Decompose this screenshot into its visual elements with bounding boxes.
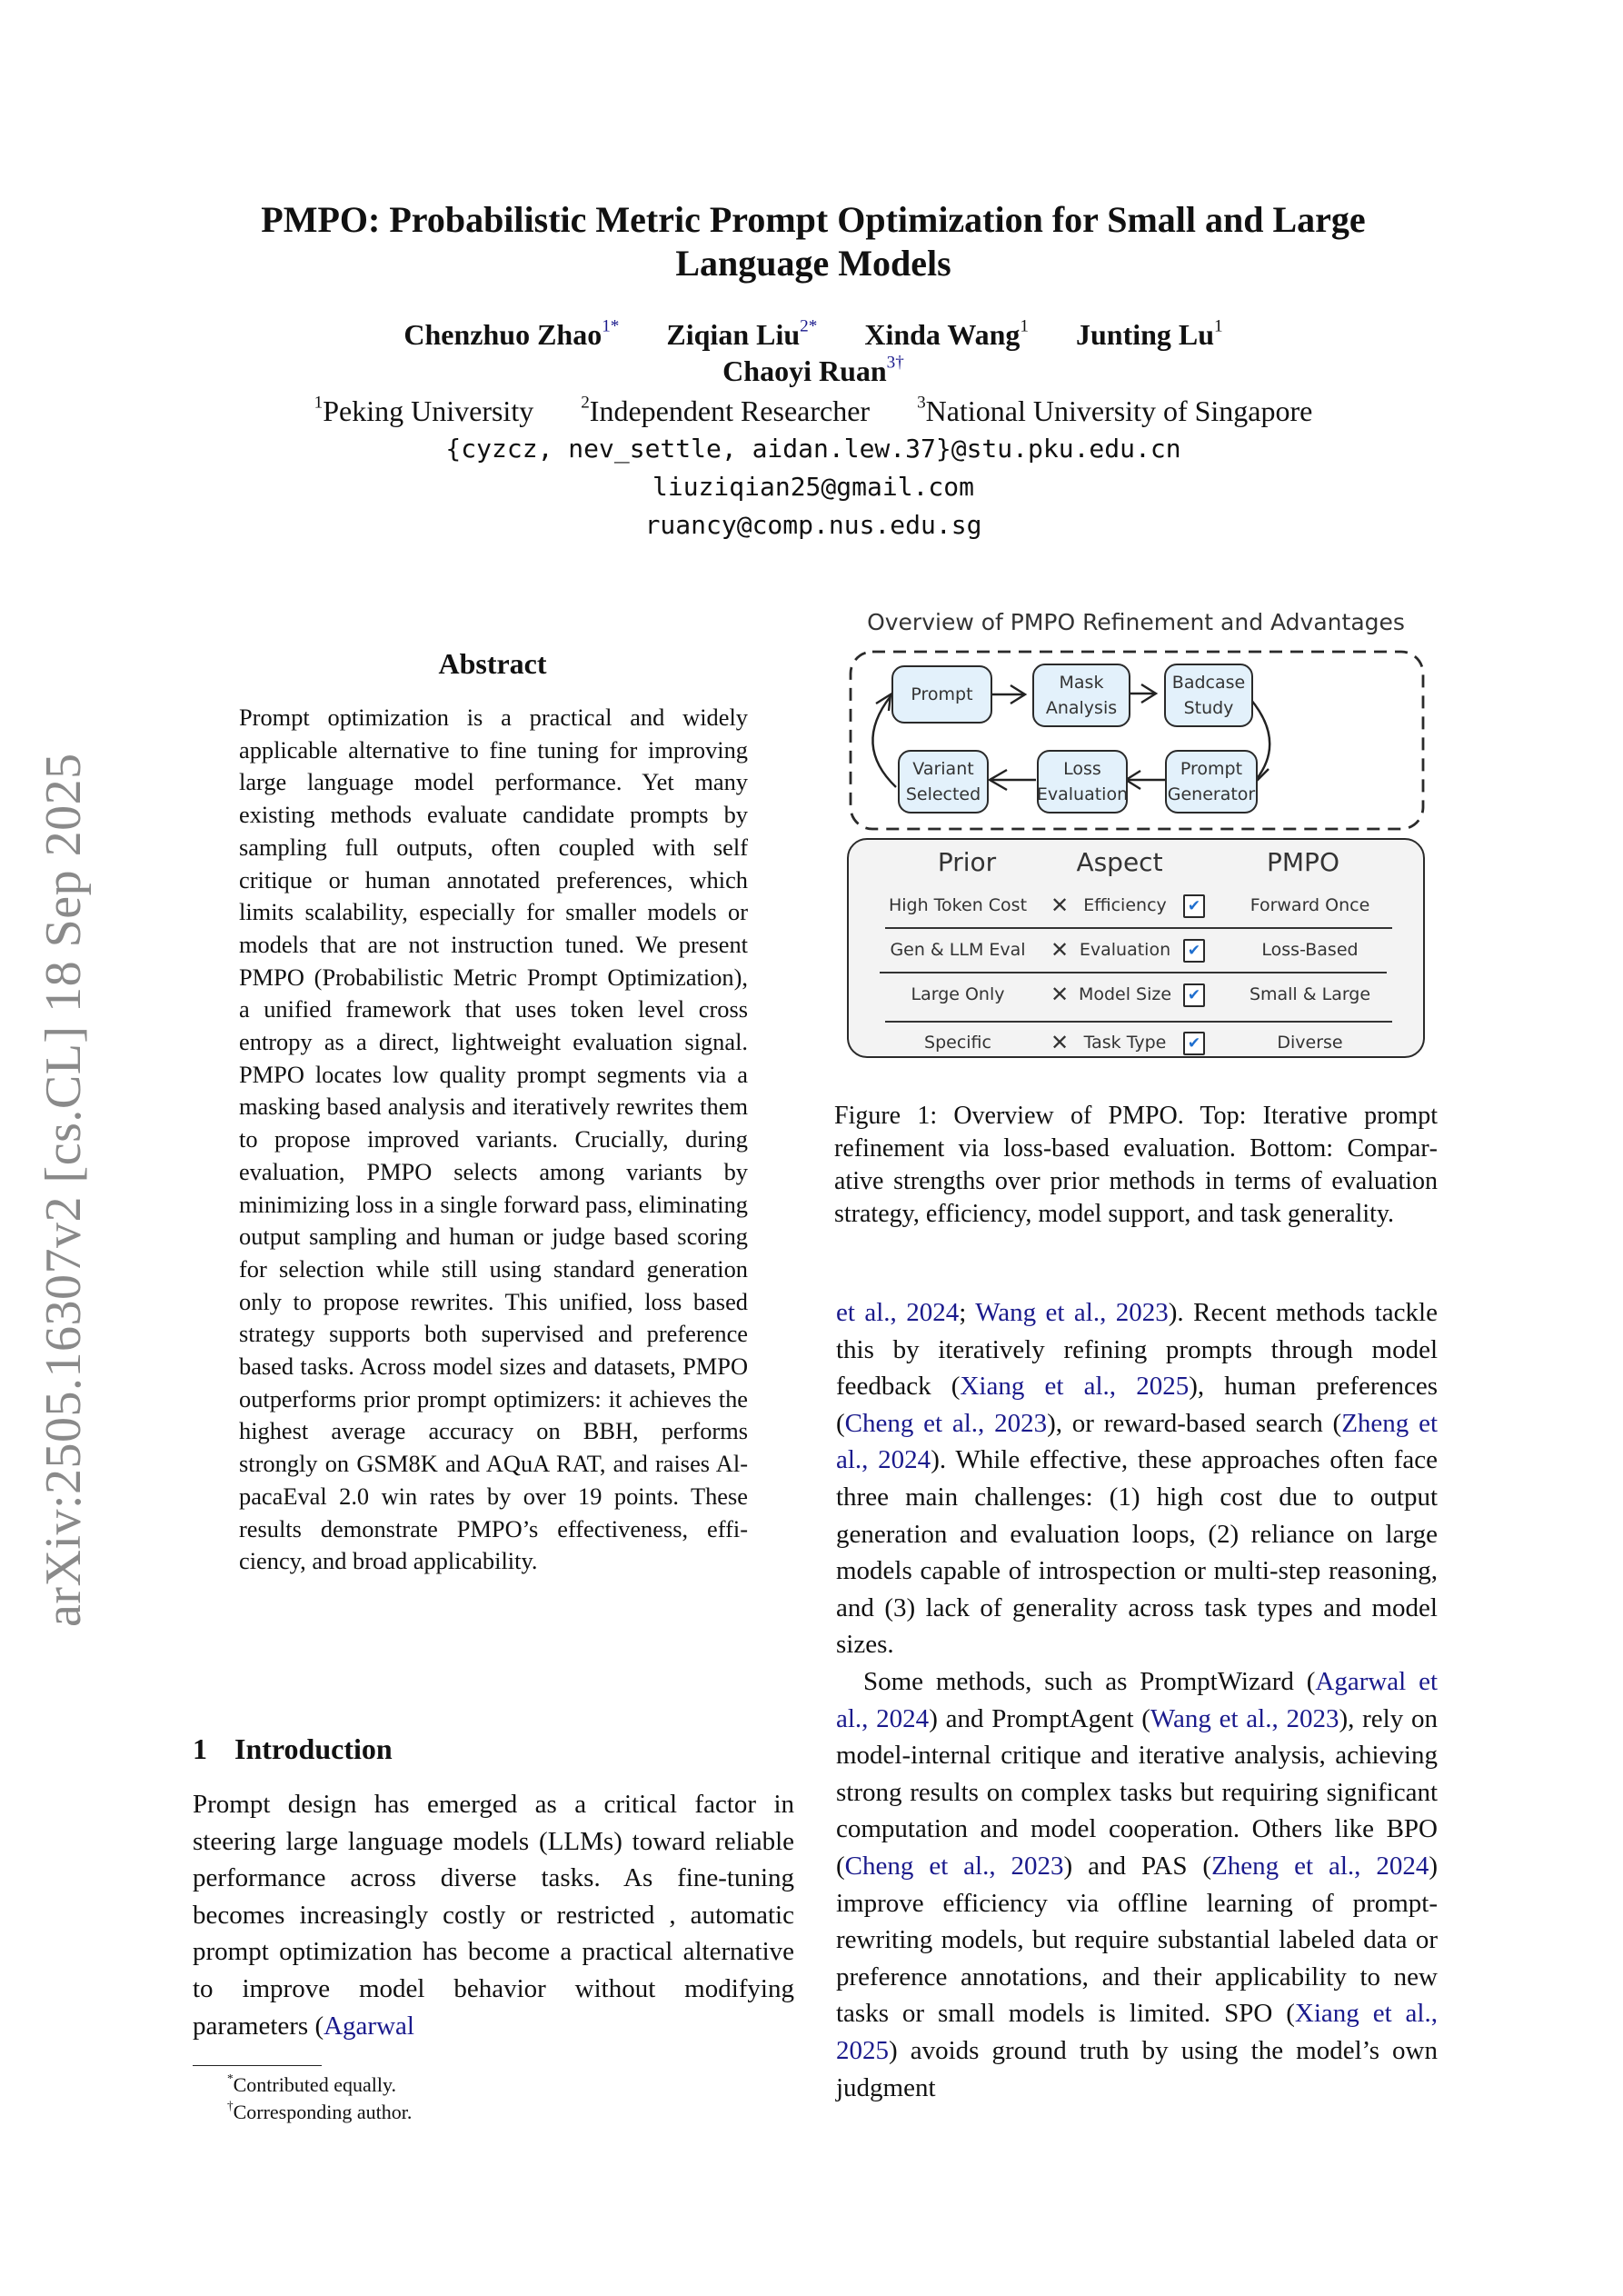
citation-link[interactable]: Cheng et al., 2023	[844, 1851, 1064, 1881]
aspect-label: Task Type	[1083, 1033, 1167, 1053]
section-heading-introduction	[193, 1732, 393, 1766]
pmpo-value: Loss-Based	[1261, 940, 1359, 960]
aspect-label: Model Size	[1078, 984, 1172, 1004]
author: Chenzhuo Zhao$^{1*}$	[403, 316, 620, 351]
prior-value: High Token Cost	[888, 895, 1028, 915]
author-affiliation-mark: 1	[1020, 316, 1029, 336]
pmpo-value: Forward Once	[1250, 895, 1370, 915]
figure-1	[836, 600, 1436, 1073]
comparison-row	[849, 978, 1427, 1011]
pmpo-value: Diverse	[1277, 1033, 1343, 1053]
loop-node-prompt: Prompt	[891, 665, 992, 724]
citation-link[interactable]: Zheng et al., 2024	[836, 1408, 1439, 1475]
section-number: 1	[193, 1732, 207, 1765]
cross-icon: ✕	[1050, 937, 1070, 963]
cross-icon: ✕	[1050, 893, 1070, 918]
cross-icon: ✕	[1050, 982, 1070, 1007]
email-line: ruancy@comp.nus.edu.sg	[644, 510, 982, 540]
author-affiliation-mark: 2*	[800, 316, 818, 336]
footnote-divider	[193, 2065, 322, 2066]
affiliation: $^1$Peking University	[314, 393, 534, 427]
checkbox-checked-icon: ✔	[1183, 1032, 1205, 1055]
prior-value: Large Only	[911, 984, 1005, 1004]
loop-node-mask-analysis: Mask Analysis	[1032, 664, 1130, 727]
body-text: ) and PromptAgent (	[929, 1703, 1150, 1733]
checkbox-checked-icon: ✔	[1183, 983, 1205, 1007]
citation-link[interactable]: Wang et al., 2023	[975, 1298, 1169, 1327]
email-line: {cyzcz, nev_settle, aidan.lew.37}@stu.pku.edu.cn	[445, 434, 1181, 464]
citation-link[interactable]: Cheng et al., 2023	[844, 1408, 1048, 1438]
row-divider	[885, 1021, 1392, 1023]
loop-node-badcase-study: Badcase Study	[1164, 664, 1253, 727]
arxiv-identifier-stamp: arXiv:2505.16307v2 [cs.CL] 18 Sep 2025	[35, 753, 92, 1627]
body-text: ;	[959, 1298, 976, 1327]
comparison-row	[849, 933, 1427, 966]
right-column-paragraph	[836, 1663, 1438, 2106]
loop-node-variant-selected: Variant Selected	[898, 750, 989, 814]
cross-icon: ✕	[1050, 1030, 1070, 1055]
abstract-heading: Abstract	[438, 647, 547, 680]
citation-link[interactable]: et al., 2024	[836, 1298, 960, 1327]
footnote: *Contributed equally.	[227, 2071, 397, 2096]
aspect-label: Efficiency	[1083, 895, 1167, 915]
citation-link[interactable]: Wang et al., 2023	[1150, 1703, 1339, 1733]
row-divider	[885, 927, 1392, 929]
citation-link[interactable]: Zheng et al., 2024	[1211, 1851, 1429, 1881]
author-affiliation-mark: 1*	[602, 316, 620, 336]
loop-node-loss-evaluation: Loss Evaluation	[1037, 750, 1128, 814]
title-line-2: Language Models	[675, 243, 951, 284]
column-header-aspect: Aspect	[1076, 847, 1163, 877]
figure-caption: Figure 1: Overview of PMPO. Top: Iterative prompt refinement via loss-based evaluation. Bottom: Comparative strengths over prior methods in terms of evaluation strategy, efficiency, model support, and task generality.	[834, 1102, 1438, 1228]
comparison-panel	[847, 838, 1425, 1058]
column-header-pmpo: PMPO	[1267, 847, 1339, 877]
body-text: ). Recent methods tackle this by iteratively refining prompts through model feedback (	[836, 1298, 1438, 1402]
citation-link[interactable]: Xiang et al., 2025	[836, 1999, 1438, 2065]
section-title: Introduction	[234, 1732, 393, 1765]
body-text: ). While effective, these approaches often face three main challenges: (1) high cost due to output generation and evaluation loops, (2) reliance on large models capable of introspection or multi-step reasoning, and (3) lack of generality across task types and model sizes.	[836, 1445, 1438, 1660]
author-affiliation-mark: 3†	[886, 353, 904, 373]
body-text: ) improve efficiency via offline learning of prompt-rewriting models, but require substantial labeled data or preference annotations, and their applicability to new tasks or small models is limited. SPO (	[836, 1851, 1438, 2029]
introduction-paragraph: Prompt design has emerged as a critical factor in steering large language models (LLMs) toward reliable performance across diverse tasks. As fine-tuning becomes increasingly costly or restricted , automatic prompt optimization has become a practical alternative to improve model behavior without modifying parameters (Agarwal	[193, 1790, 794, 2041]
prior-value: Gen & LLM Eval	[890, 940, 1026, 960]
aspect-label: Evaluation	[1079, 940, 1171, 960]
prior-value: Specific	[924, 1033, 991, 1053]
body-text: ) and PAS (	[1063, 1851, 1212, 1881]
column-header-prior: Prior	[937, 847, 997, 877]
affiliation-list	[136, 393, 1490, 429]
figure-title: Overview of PMPO Refinement and Advantages	[867, 609, 1405, 635]
footnote: †Corresponding author.	[227, 2099, 413, 2123]
author: Xinda Wang$^1$	[864, 316, 1029, 351]
loop-node-prompt-generator: Prompt Generator	[1165, 750, 1258, 814]
paper-title	[136, 198, 1490, 285]
author: Junting Lu$^1$	[1075, 316, 1223, 351]
citation-link[interactable]: Agarwal et al., 2024	[836, 1667, 1438, 1733]
row-divider	[880, 972, 1387, 973]
comparison-row	[849, 889, 1427, 922]
author: Ziqian Liu$^{2*}$	[666, 316, 818, 351]
author-affiliation-mark: 1	[1214, 316, 1223, 336]
author: Chaoyi Ruan$^{3\dagger}$	[722, 353, 904, 387]
checkbox-checked-icon: ✔	[1183, 939, 1205, 963]
author-list	[136, 316, 1490, 389]
title-line-1: PMPO: Probabilistic Metric Prompt Optimization for Small and Large	[261, 199, 1366, 240]
affiliation: $^3$National University of Singapore	[917, 393, 1313, 427]
email-line: liuziqian25@gmail.com	[652, 472, 974, 502]
affiliation: $^2$Independent Researcher	[581, 393, 871, 427]
body-text: ), rely on model-internal critique and iterative analysis, achieving strong results on complex tasks but requiring significant computation and model cooperation. Others like BPO (	[836, 1703, 1438, 1881]
body-text: Some methods, such as PromptWizard (	[863, 1667, 1316, 1696]
body-text: ), human preferences (	[836, 1372, 1438, 1438]
citation-link[interactable]: Xiang et al., 2025	[960, 1372, 1190, 1402]
checkbox-checked-icon: ✔	[1183, 894, 1205, 918]
body-text: ), or reward-based search (	[1047, 1408, 1342, 1438]
comparison-row	[849, 1026, 1427, 1059]
abstract-text: Prompt optimization is a practical and widely applicable alternative to fine tuning for improving large language model performance. Yet many existing methods evaluate candidate prompts by sampling full outputs, often coupled with self critique or human annotated preferences, which limits scalability, especially for smaller models or models that are not instruction tuned. We present PMPO (Probabilistic Metric Prompt Optimization), a unified framework that uses token level cross entropy as a direct, lightweight evaluation signal. PMPO locates low quality prompt segments via a masking based analysis and iteratively rewrites them to propose improved variants. Crucially, during evaluation, PMPO selects among variants by minimizing loss in a single forward pass, eliminating output sampling and human or judge based scoring for selection while still using standard generation only to propose rewrites. This unified, loss based strategy supports both supervised and preference based tasks. Across model sizes and datasets, PMPO outperforms prior prompt optimizers: it achieves the highest average accuracy on BBH, performs strongly on GSM8K and AQuA RAT, and raises AlpacaEval 2.0 win rates by over 19 points. These results demonstrate PMPO’s effectiveness, efficiency, and broad applicability.	[239, 704, 748, 1575]
pmpo-value: Small & Large	[1249, 984, 1371, 1004]
body-text: ) avoids ground truth by using the model’s own judgment	[836, 2035, 1438, 2102]
citation-link[interactable]: Agarwal	[324, 2011, 414, 2041]
right-column-paragraph	[836, 1294, 1438, 1663]
